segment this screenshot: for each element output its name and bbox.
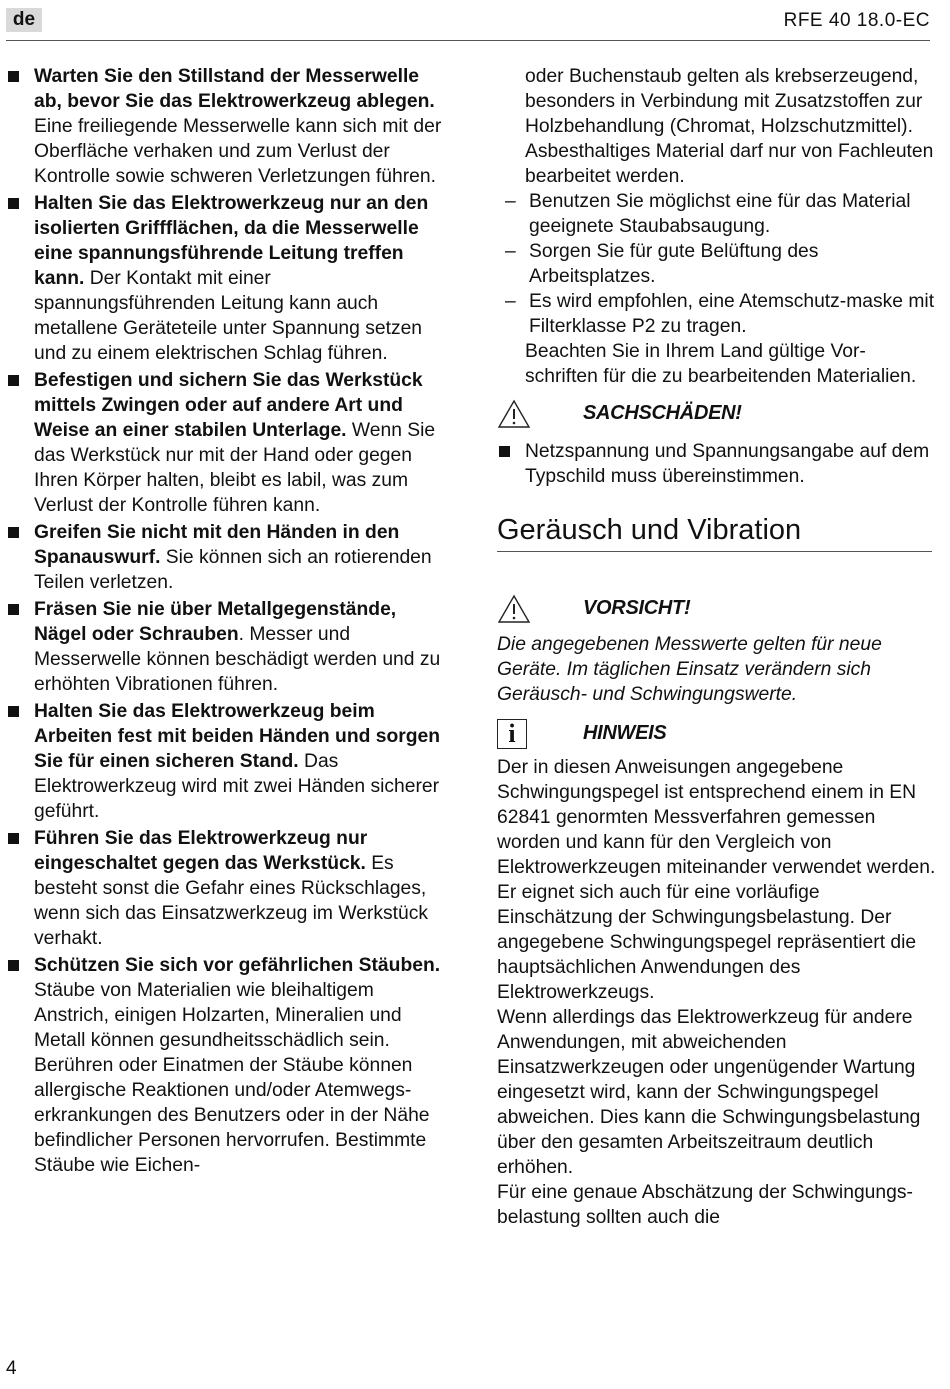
bullet-square-icon	[499, 446, 510, 457]
regulations-note: Beachten Sie in Ihrem Land gültige Vor-schriften für die zu bearbeitenden Materialien.	[525, 341, 917, 387]
safety-item	[6, 953, 446, 1178]
bullet-square-icon	[8, 706, 19, 717]
list-item-text: Sorgen Sie für gute Belüftung des Arbeitsplatzes.	[529, 241, 819, 287]
safety-item	[6, 64, 446, 189]
right-column	[497, 64, 937, 1230]
list-item	[501, 189, 937, 239]
section-divider	[497, 551, 932, 552]
safety-item	[6, 826, 446, 951]
left-column	[6, 64, 446, 1180]
safety-item	[6, 191, 446, 366]
dash-mark: –	[505, 291, 516, 312]
model-name: RFE 40 18.0-EC	[783, 10, 930, 31]
note-paragraph: Für eine genaue Abschätzung der Schwingungs-belastung sollten auch die	[497, 1182, 913, 1228]
safety-item-text: Sie können sich an rotierenden Teilen verletzen.	[34, 547, 432, 593]
page-header	[0, 0, 950, 42]
dash-mark: –	[505, 191, 516, 212]
list-item-text: Benutzen Sie möglichst eine für das Material geeignete Staubabsaugung.	[529, 191, 911, 237]
page-number: 4	[6, 1358, 17, 1379]
warning-triangle-icon	[497, 594, 531, 624]
safety-item-text: Stäube von Materialien wie bleihaltigem Anstrich, einigen Holzarten, Mineralien und Metall können gesundheitsschädlich sein. Berühren oder Einatmen der Stäube können allergische Reaktionen und/oder Atemwegs-erkrankungen des Benutzers oder in der Nähe befindlicher Personen hervorrufen. Bestimmte Stäube wie Eichen-	[34, 980, 430, 1176]
bullet-square-icon	[8, 198, 19, 209]
safety-item-heading: Warten Sie den Stillstand der Messerwelle ab, bevor Sie das Elektrowerkzeug ablegen.	[34, 66, 435, 112]
list-item-text: Es wird empfohlen, eine Atemschutz-maske mit Filterklasse P2 zu tragen.	[529, 291, 935, 337]
safety-item-heading: Halten Sie das Elektrowerkzeug nur an den isolierten Griffflächen, da die Messerwelle eine spannungsführende Leitung treffen kann.	[34, 193, 429, 289]
caution-label: VORSICHT!	[583, 597, 691, 619]
dust-measures-list	[497, 189, 937, 339]
note-heading	[497, 719, 937, 753]
caution-text: Die angegebenen Messwerte gelten für neue Geräte. Im täglichen Einsatz verändern sich Geräusch- und Schwingungswerte.	[497, 634, 882, 705]
list-item	[501, 239, 937, 289]
bullet-square-icon	[8, 71, 19, 82]
section-title: Geräusch und Vibration	[497, 514, 802, 546]
bullet-square-icon	[8, 375, 19, 386]
list-item	[501, 289, 937, 339]
safety-item-heading: Befestigen und sichern Sie das Werkstück mittels Zwingen oder auf andere Art und Weise an einer stabilen Unterlage.	[34, 370, 423, 441]
caution-heading	[497, 594, 937, 628]
property-damage-heading	[497, 399, 937, 433]
safety-item-heading: Fräsen Sie nie über Metallgegenstände, Nägel oder Schrauben	[34, 599, 397, 645]
dash-mark: –	[505, 241, 516, 262]
bullet-square-icon	[8, 833, 19, 844]
warning-triangle-icon	[497, 399, 531, 429]
safety-item	[6, 699, 446, 824]
safety-item-text: Der Kontakt mit einer spannungsführenden Leitung kann auch metallene Geräteteile unter Spannung setzen und zu einem elektrischen Schlag führen.	[34, 268, 423, 364]
property-damage-label: SACHSCHÄDEN!	[583, 402, 742, 424]
damage-item	[497, 439, 937, 489]
bullet-square-icon	[8, 527, 19, 538]
safety-item-heading: Führen Sie das Elektrowerkzeug nur eingeschaltet gegen das Werkstück.	[34, 828, 368, 874]
note-paragraph: Der in diesen Anweisungen angegebene Schwingungspegel ist entsprechend einem in EN 62841 genormten Messverfahren gemessen worden und kann für den Vergleich von Elektrowerkzeugen miteinander verwendet werden. Er eignet sich auch für eine vorläufige Einschätzung der Schwingungsbelastung. Der angegebene Schwingungspegel repräsentiert die hauptsächlichen Anwendungen des Elektrowerkzeugs.	[497, 757, 936, 1003]
safety-item-text: Eine freiliegende Messerwelle kann sich mit der Oberfläche verhaken und zum Verlust der Kontrolle sowie schweren Verletzungen führen.	[34, 116, 442, 187]
safety-item-heading: Greifen Sie nicht mit den Händen in den Spanauswurf.	[34, 522, 400, 568]
safety-item-text: . Messer und Messerwelle können beschädigt werden und zu erhöhten Vibrationen führen.	[34, 624, 441, 695]
bullet-square-icon	[8, 604, 19, 615]
header-divider	[6, 40, 930, 41]
safety-item-text: Das Elektrowerkzeug wird mit zwei Händen sicherer geführt.	[34, 751, 440, 822]
damage-item-text: Netzspannung und Spannungsangabe auf dem Typschild muss übereinstimmen.	[525, 441, 930, 487]
note-paragraph: Wenn allerdings das Elektrowerkzeug für andere Anwendungen, mit abweichenden Einsatzwerkzeugen oder ungenügender Wartung eingesetzt wird, kann der Schwingungspegel abweichen. Dies kann die Schwingungsbelastung über den gesamten Arbeitszeitraum deutlich erhöhen.	[497, 1007, 921, 1178]
safety-item-text: Wenn Sie das Werkstück nur mit der Hand oder gegen Ihren Körper halten, bleibt es labil, was zum Verlust der Kontrolle führen kann.	[34, 420, 436, 516]
info-icon: i	[497, 719, 527, 749]
bullet-square-icon	[8, 960, 19, 971]
safety-item-heading: Schützen Sie sich vor gefährlichen Stäuben.	[34, 955, 441, 976]
safety-item	[6, 368, 446, 518]
language-tag: de	[6, 8, 42, 32]
safety-item	[6, 520, 446, 595]
safety-item	[6, 597, 446, 697]
safety-item-text: Es besteht sonst die Gefahr eines Rückschlages, wenn sich das Einsatzwerkzeug im Werkstück verhakt.	[34, 853, 428, 949]
note-label: HINWEIS	[583, 722, 667, 744]
safety-item-heading: Halten Sie das Elektrowerkzeug beim Arbeiten fest mit beiden Händen und sorgen Sie für einen sicheren Stand.	[34, 701, 441, 772]
dust-continuation: oder Buchenstaub gelten als krebserzeugend, besonders in Verbindung mit Zusatzstoffen zur Holzbehandlung (Chromat, Holzschutzmittel). Asbesthaltiges Material darf nur von Fachleuten bearbeitet werden.	[525, 66, 934, 187]
